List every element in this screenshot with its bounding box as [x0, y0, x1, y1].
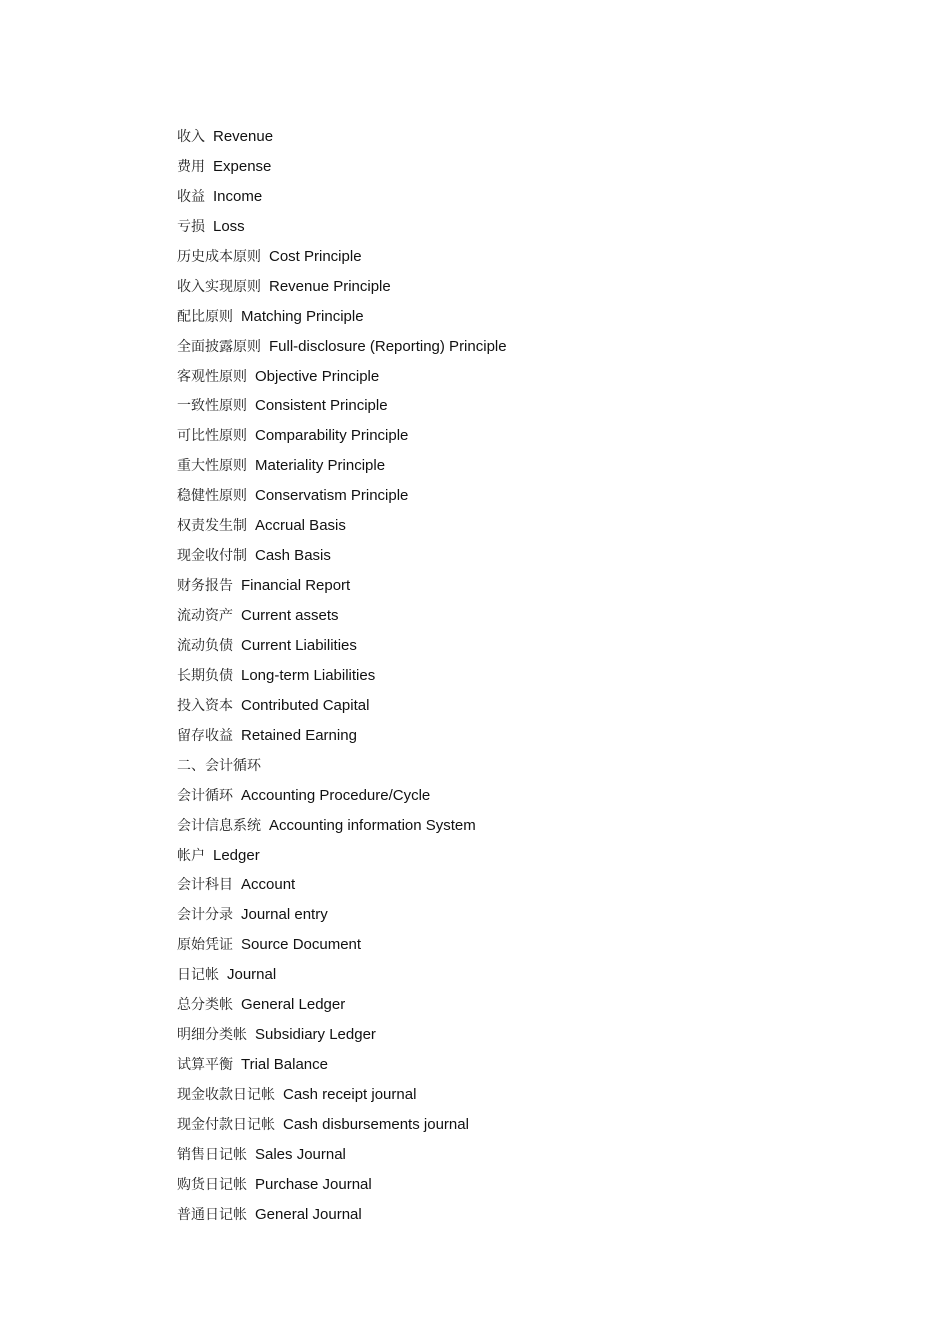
glossary-entry — [177, 245, 507, 275]
term-english: Source Document — [241, 936, 362, 954]
glossary-entry — [177, 1173, 507, 1203]
glossary-entry — [177, 963, 507, 993]
term-chinese: 流动负债 — [177, 637, 233, 654]
glossary-entry — [177, 814, 507, 844]
term-chinese: 现金收付制 — [177, 548, 247, 565]
glossary-entry — [177, 574, 507, 604]
glossary-entry — [177, 125, 507, 155]
term-chinese: 购货日记帐 — [177, 1176, 247, 1193]
term-chinese: 销售日记帐 — [177, 1146, 247, 1163]
term-chinese: 现金付款日记帐 — [177, 1116, 275, 1133]
term-english: Income — [213, 187, 263, 205]
glossary-entry — [177, 873, 507, 903]
term-chinese: 明细分类帐 — [177, 1027, 247, 1044]
glossary-entry — [177, 185, 507, 215]
glossary-entry — [177, 844, 507, 874]
glossary-entry — [177, 155, 507, 185]
glossary-entry — [177, 604, 507, 634]
term-chinese: 亏损 — [177, 218, 205, 235]
glossary-entry — [177, 993, 507, 1023]
glossary-entry — [177, 1113, 507, 1143]
term-english: Accounting Procedure/Cycle — [241, 786, 431, 804]
term-english: Full-disclosure (Reporting) Principle — [269, 337, 507, 355]
term-english: Objective Principle — [255, 367, 380, 385]
term-chinese: 收入实现原则 — [177, 278, 261, 295]
term-english: Financial Report — [241, 577, 351, 595]
term-english: Loss — [213, 217, 245, 235]
term-chinese: 现金收款日记帐 — [177, 1087, 275, 1103]
term-chinese: 留存收益 — [177, 727, 233, 744]
term-english: Revenue — [213, 128, 274, 145]
glossary-entry — [177, 394, 507, 424]
term-english: Current assets — [241, 607, 339, 624]
term-chinese: 权责发生制 — [177, 518, 247, 535]
term-english: Journal entry — [241, 906, 328, 924]
term-chinese: 收入 — [177, 129, 205, 145]
section-heading — [177, 754, 507, 784]
glossary-entry — [177, 1053, 507, 1083]
term-chinese: 一致性原则 — [177, 398, 247, 415]
glossary-entry — [177, 1023, 507, 1053]
glossary-entry — [177, 1203, 507, 1233]
term-english: Trial Balance — [241, 1056, 328, 1074]
term-english: Current Liabilities — [241, 636, 357, 654]
term-chinese: 会计信息系统 — [177, 817, 261, 834]
term-english: Cost Principle — [269, 247, 362, 265]
term-english: Accounting information System — [269, 816, 476, 834]
glossary-entry — [177, 1143, 507, 1173]
term-english: Subsidiary Ledger — [255, 1026, 376, 1044]
glossary-entry — [177, 424, 507, 454]
term-english: General Ledger — [241, 996, 346, 1014]
term-chinese: 重大性原则 — [177, 458, 247, 475]
glossary-entry — [177, 305, 507, 335]
term-chinese: 二、会计循环 — [177, 757, 261, 774]
term-chinese: 会计分录 — [177, 907, 233, 924]
term-english: Materiality Principle — [255, 457, 386, 475]
glossary-entry — [177, 544, 507, 574]
glossary-entry — [177, 903, 507, 933]
term-chinese: 普通日记帐 — [177, 1206, 247, 1223]
glossary-entry — [177, 275, 507, 305]
glossary-list — [177, 125, 507, 1233]
term-english: Consistent Principle — [255, 397, 388, 415]
term-chinese: 日记帐 — [177, 967, 219, 984]
term-english: Accrual Basis — [255, 517, 346, 535]
term-chinese: 会计科目 — [177, 877, 233, 894]
term-chinese: 长期负债 — [177, 667, 233, 684]
term-english: Long-term Liabilities — [241, 666, 376, 684]
term-english: Account — [241, 876, 296, 894]
glossary-entry — [177, 664, 507, 694]
term-english: Journal — [227, 966, 277, 984]
term-chinese: 总分类帐 — [177, 997, 233, 1014]
glossary-entry — [177, 484, 507, 514]
term-english: Cash disbursements journal — [283, 1115, 469, 1133]
term-english: Revenue Principle — [269, 277, 391, 295]
term-chinese: 收益 — [177, 188, 205, 205]
glossary-entry — [177, 634, 507, 664]
glossary-entry — [177, 933, 507, 963]
term-english: General Journal — [255, 1205, 362, 1223]
term-chinese: 全面披露原则 — [177, 338, 261, 355]
glossary-entry — [177, 514, 507, 544]
term-chinese: 客观性原则 — [177, 368, 247, 385]
term-chinese: 投入资本 — [177, 697, 233, 714]
term-english: Retained Earning — [241, 726, 357, 744]
term-english: Sales Journal — [255, 1145, 346, 1163]
term-english: Contributed Capital — [241, 696, 370, 714]
term-english: Purchase Journal — [255, 1175, 372, 1193]
term-chinese: 历史成本原则 — [177, 248, 261, 265]
term-chinese: 原始凭证 — [177, 937, 233, 954]
term-english: Comparability Principle — [255, 427, 409, 445]
glossary-entry — [177, 1083, 507, 1113]
term-english: Ledger — [213, 846, 260, 864]
term-chinese: 配比原则 — [177, 308, 233, 325]
term-chinese: 会计循环 — [177, 787, 233, 804]
term-english: Cash receipt journal — [283, 1086, 417, 1103]
term-chinese: 帐户 — [177, 847, 205, 864]
term-chinese: 稳健性原则 — [177, 488, 247, 505]
term-english: Cash Basis — [255, 547, 331, 565]
glossary-entry — [177, 784, 507, 814]
glossary-entry — [177, 215, 507, 245]
term-chinese: 财务报告 — [177, 578, 233, 595]
glossary-entry — [177, 454, 507, 484]
term-english: Expense — [213, 157, 272, 175]
glossary-entry — [177, 724, 507, 754]
glossary-entry — [177, 365, 507, 395]
glossary-entry — [177, 694, 507, 724]
term-chinese: 试算平衡 — [177, 1057, 233, 1074]
term-chinese: 流动资产 — [177, 608, 233, 624]
term-chinese: 费用 — [177, 158, 205, 175]
term-chinese: 可比性原则 — [177, 428, 247, 445]
term-english: Matching Principle — [241, 307, 364, 325]
glossary-entry — [177, 335, 507, 365]
term-english: Conservatism Principle — [255, 487, 409, 505]
